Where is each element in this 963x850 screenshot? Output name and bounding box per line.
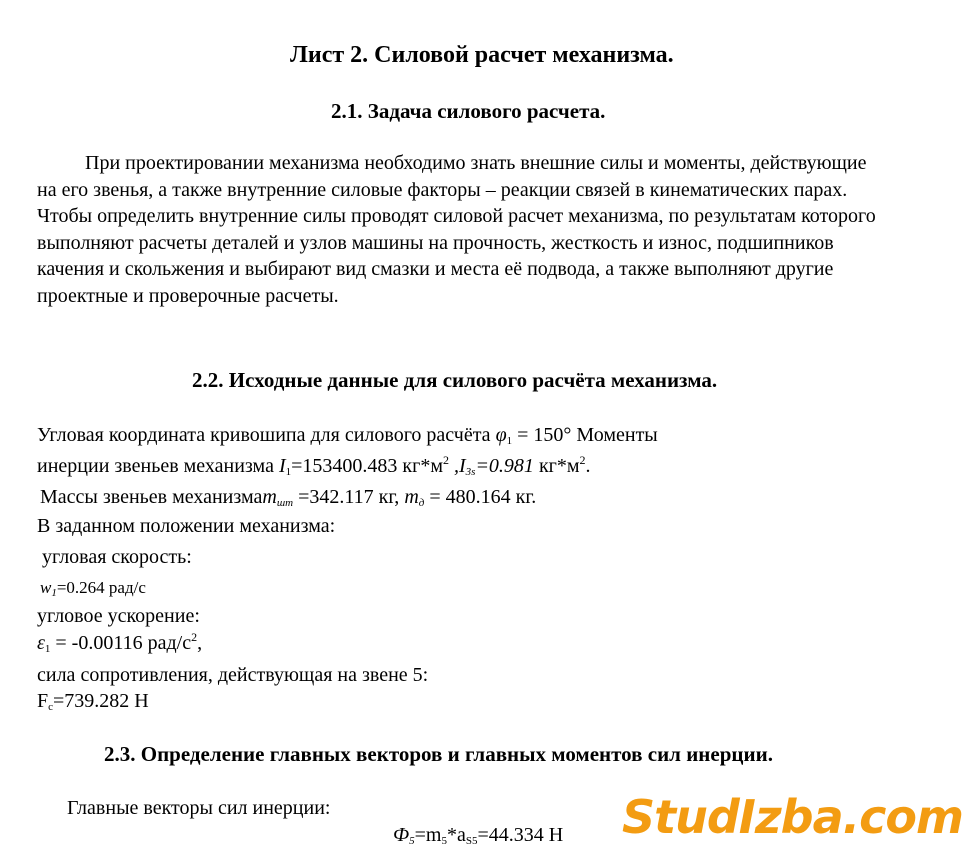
phi5-symbol: Ф xyxy=(393,824,410,846)
fc-sub: c xyxy=(48,701,54,713)
m2-symbol: m xyxy=(404,486,419,508)
paragraph-line: механизма, по результатам которого выполняют расчеты деталей и узлов машины на xyxy=(37,205,876,254)
paragraph-line: прочность, жесткость и износ, подшипников качения и скольжения и выбирают вид xyxy=(37,231,834,280)
m1-symbol: m xyxy=(262,486,277,508)
paragraph-line: смазки и места её подвода, а также выполняют другие проектные и проверочные xyxy=(37,258,834,307)
section-2-3-title: 2.3. Определение главных векторов и главных моментов сил инерции. xyxy=(104,742,773,766)
i1-sub: 1 xyxy=(285,466,292,478)
angle-text: Угловая координата кривошипа для силового расчёта xyxy=(37,424,491,446)
i3s-unit: кг*м xyxy=(538,455,580,477)
formula-m-sub: 5 xyxy=(441,835,447,847)
inertia-text: инерции звеньев механизма xyxy=(37,455,274,477)
mass-text: Массы звеньев механизма xyxy=(40,486,263,508)
formula-a-sub: S5 xyxy=(465,835,478,847)
angle-tail: Моменты xyxy=(576,424,658,446)
i3s-sub: 3s xyxy=(465,466,476,478)
angle-line xyxy=(37,422,658,449)
inertia-formula xyxy=(393,822,563,849)
epsilon-sub: 1 xyxy=(44,643,51,655)
position-text: В заданном положении механизма: xyxy=(37,515,336,537)
w-symbol: w xyxy=(40,578,52,597)
i3s-symbol: ,I xyxy=(453,455,466,477)
section-2-2-title: 2.2. Исходные данные для силового расчёта механизма. xyxy=(192,368,718,392)
w-sub: 1 xyxy=(51,587,57,599)
section-2-1-paragraph xyxy=(37,150,877,309)
epsilon-end: , xyxy=(197,632,203,654)
phi5-sub: 5 xyxy=(409,835,415,847)
resistance-label: сила сопротивления, действующая на звене 5: xyxy=(37,664,429,686)
m1-value: =342.117 кг, xyxy=(298,486,400,508)
w-value: =0.264 рад/с xyxy=(56,578,146,597)
formula-a: *a xyxy=(446,824,466,846)
paragraph-line: расчеты. xyxy=(265,284,339,307)
phi-sub: 1 xyxy=(506,435,513,447)
ang-velocity-label: угловая скорость: xyxy=(42,546,192,568)
paragraph-line: действующие на его звенья, а также внутренние силовые факторы – реакции связей в xyxy=(37,152,867,201)
i3s-sup: 2 xyxy=(579,453,586,467)
ang-velocity xyxy=(40,578,146,598)
angle-value: = 150° xyxy=(517,424,572,446)
paragraph-line: кинематических парах. Чтобы определить внутренние силы проводят силовой расчет xyxy=(37,178,848,227)
m2-value: = 480.164 кг. xyxy=(429,486,537,508)
fc-symbol: F xyxy=(37,690,49,712)
m2-sub: д xyxy=(418,497,425,509)
epsilon-sup: 2 xyxy=(191,630,198,644)
paragraph-line: При проектировании механизма необходимо знать внешние силы и моменты, xyxy=(85,152,746,174)
i1-sup: 2 xyxy=(442,453,449,467)
formula-m: =m xyxy=(414,824,442,846)
page-title: Лист 2. Силовой расчет механизма. xyxy=(290,42,674,68)
inertia-line xyxy=(37,453,591,480)
m1-sub: шт xyxy=(276,497,294,509)
i1-symbol: I xyxy=(278,455,286,477)
ang-accel-label: угловое ускорение: xyxy=(37,605,200,627)
epsilon-value: = -0.00116 рад/с xyxy=(55,632,192,654)
mass-line xyxy=(40,484,536,511)
fc-value: =739.282 Н xyxy=(53,690,149,712)
phi-symbol: φ xyxy=(495,424,507,446)
vectors-label: Главные векторы сил инерции: xyxy=(67,797,331,819)
formula-value: =44.334 Н xyxy=(477,824,564,846)
i3s-value: =0.981 xyxy=(475,455,534,477)
inertia-end: . xyxy=(585,455,591,477)
studizba-watermark: StudIzba.com xyxy=(622,790,963,844)
ang-accel xyxy=(37,630,202,657)
section-2-1-title: 2.1. Задача силового расчета. xyxy=(331,99,606,123)
epsilon-symbol: ε xyxy=(37,632,45,654)
i1-value: =153400.483 кг*м xyxy=(291,455,443,477)
resistance-value xyxy=(37,688,149,715)
